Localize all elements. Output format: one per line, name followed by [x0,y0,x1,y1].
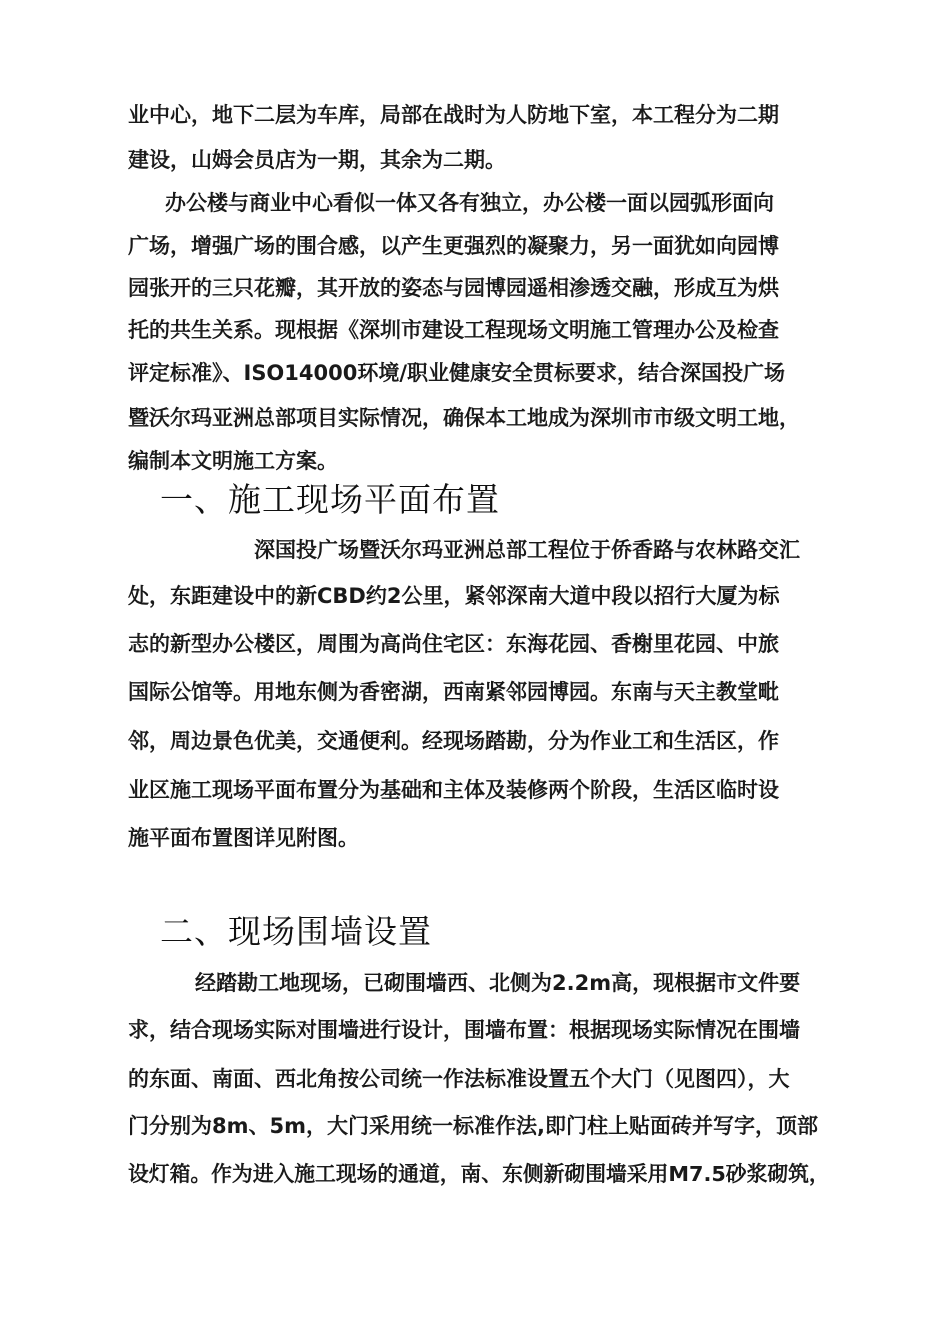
section-line: 处，东距建设中的新CBD约2公里，紧邻深南大道中段以招行大厦为标 [128,584,780,608]
intro-line: 园张开的三只花瓣，其开放的姿态与园博园遥相渗透交融，形成互为烘 [128,276,779,300]
section-line: 施平面布置图详见附图。 [128,826,359,850]
section-line: 经踏勘工地现场，已砌围墙西、北侧为2.2m高，现根据市文件要 [195,971,801,995]
section-heading: 一、施工现场平面布置 [160,480,500,519]
intro-line: 办公楼与商业中心看似一体又各有独立，办公楼一面以园弧形面向 [165,191,774,215]
section-line: 邻，周边景色优美，交通便利。经现场踏勘，分为作业工和生活区，作 [128,729,779,753]
intro-line: 业中心，地下二层为车库，局部在战时为人防地下室，本工程分为二期 [128,103,779,127]
intro-line: 暨沃尔玛亚洲总部项目实际情况，确保本工地成为深圳市市级文明工地， [128,406,800,430]
section-line: 求，结合现场实际对围墙进行设计，围墙布置：根据现场实际情况在围墙 [128,1018,800,1042]
intro-line: 建设，山姆会员店为一期，其余为二期。 [128,148,506,172]
section-line: 的东面、南面、西北角按公司统一作法标准设置五个大门（见图四），大 [128,1067,790,1091]
section-heading: 二、现场围墙设置 [160,912,432,951]
section-line: 设灯箱。作为进入施工现场的通道，南、东侧新砌围墙采用M7.5砂浆砌筑， [128,1162,830,1186]
intro-line: 托的共生关系。现根据《深圳市建设工程现场文明施工管理办公及检查 [128,318,779,342]
section-line: 业区施工现场平面布置分为基础和主体及装修两个阶段，生活区临时设 [128,778,779,802]
section-line: 国际公馆等。用地东侧为香密湖，西南紧邻园博园。东南与天主教堂毗 [128,680,779,704]
intro-line: 评定标准》、ISO14000环境/职业健康安全贯标要求，结合深国投广场 [128,361,786,385]
section-line: 门分别为8m、5m，大门采用统一标准作法,即门柱上贴面砖并写字，顶部 [128,1114,818,1138]
section-line: 深国投广场暨沃尔玛亚洲总部工程位于侨香路与农林路交汇 [254,538,800,562]
intro-line: 编制本文明施工方案。 [128,449,338,473]
section-line: 志的新型办公楼区，周围为高尚住宅区：东海花园、香榭里花园、中旅 [128,632,779,656]
intro-line: 广场，增强广场的围合感，以产生更强烈的凝聚力，另一面犹如向园博 [128,234,779,258]
